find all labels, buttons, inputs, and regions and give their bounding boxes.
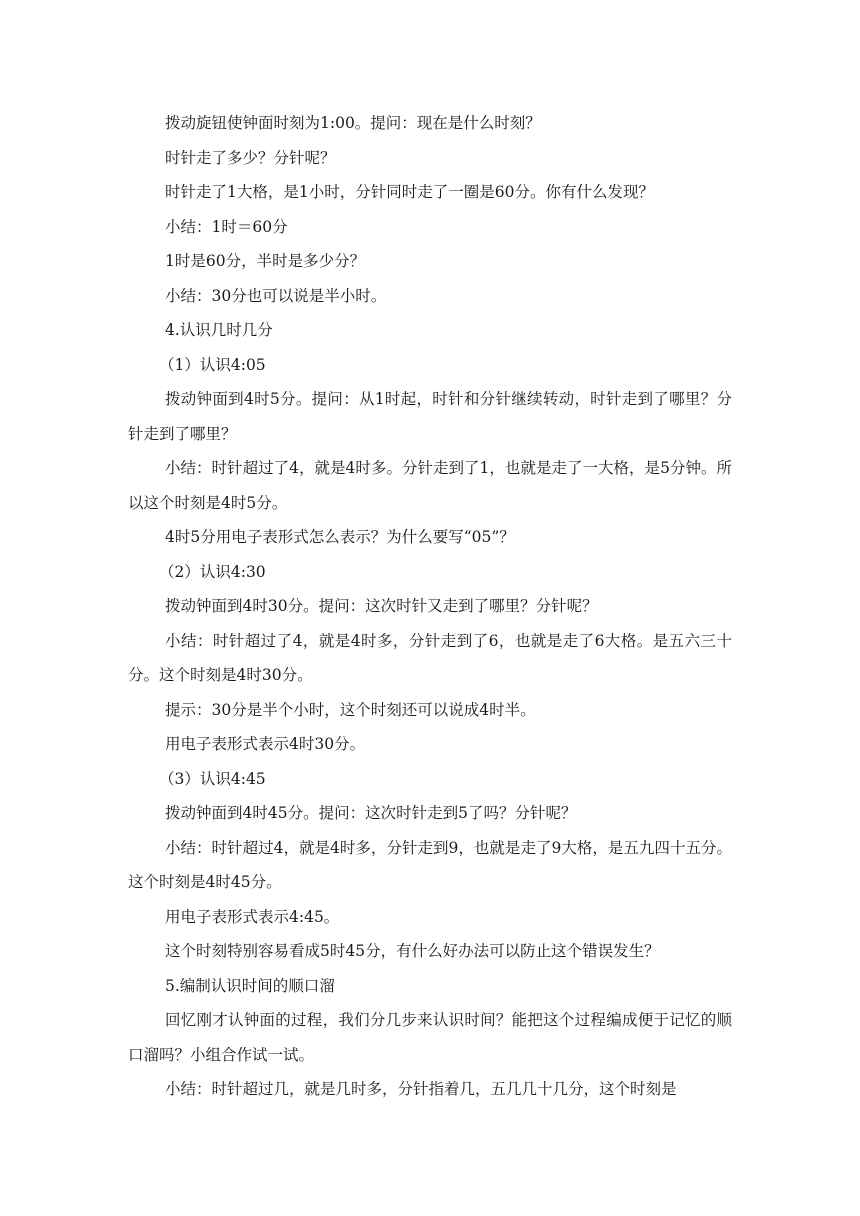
subsection-heading: （1）认识4:05 (159, 355, 266, 374)
paragraph: 用电子表形式表示4时30分。 (165, 735, 366, 753)
section-heading: 4.认识几时几分 (165, 321, 273, 339)
paragraph: 用电子表形式表示4:45。 (165, 907, 340, 926)
paragraph: 小结：时针超过了4，就是4时多，分针走到了6，也就是走了6大格。是五六三十分。这个时刻是4时30分。 (128, 631, 732, 684)
paragraph: 拨动钟面到4时30分。提问：这次时针又走到了哪里？分针呢？ (165, 597, 598, 615)
paragraph: 时针走了多少？分针呢？ (165, 148, 336, 167)
paragraph: 回忆刚才认钟面的过程，我们分几步来认识时间？能把这个过程编成便于记忆的顺口溜吗？小组合作试一试。 (128, 1011, 732, 1064)
section-heading: 5.编制认识时间的顺口溜 (165, 976, 335, 995)
paragraph: 小结：时针超过了4，就是4时多。分针走到了1，也就是走了一大格，是5分钟。所以这个时刻是4时5分。 (128, 459, 732, 512)
paragraph: 拨动旋钮使钟面时刻为1:00。提问：现在是什么时刻？ (165, 114, 541, 132)
document-body (128, 106, 732, 1107)
paragraph: 时针走了1大格，是1小时，分针同时走了一圈是60分。你有什么发现？ (165, 183, 654, 201)
paragraph: 小结：时针超过几，就是几时多，分针指着几，五几几十几分，这个时刻是 (165, 1080, 677, 1098)
paragraph: 拨动钟面到4时45分。提问：这次时针走到5了吗？分针呢？ (165, 804, 577, 822)
paragraph: 小结：1时＝60分 (165, 217, 288, 236)
paragraph: 这个时刻特别容易看成5时45分，有什么好办法可以防止这个错误发生？ (165, 942, 660, 960)
paragraph: 拨动钟面到4时5分。提问：从1时起，时针和分针继续转动，时针走到了哪里？分针走到了哪里？ (128, 390, 732, 443)
paragraph: 1时是60分，半时是多少分？ (165, 252, 366, 270)
paragraph: 小结：30分也可以说是半小时。 (165, 286, 387, 305)
subsection-heading: （3）认识4:45 (159, 769, 266, 788)
subsection-heading: （2）认识4:30 (159, 562, 266, 581)
paragraph: 4时5分用电子表形式怎么表示？为什么要写“05”？ (165, 528, 515, 546)
paragraph: 小结：时针超过4，就是4时多，分针走到9，也就是走了9大格，是五九四十五分。这个时刻是4时45分。 (128, 838, 732, 891)
paragraph: 提示：30分是半个小时，这个时刻还可以说成4时半。 (165, 700, 536, 719)
